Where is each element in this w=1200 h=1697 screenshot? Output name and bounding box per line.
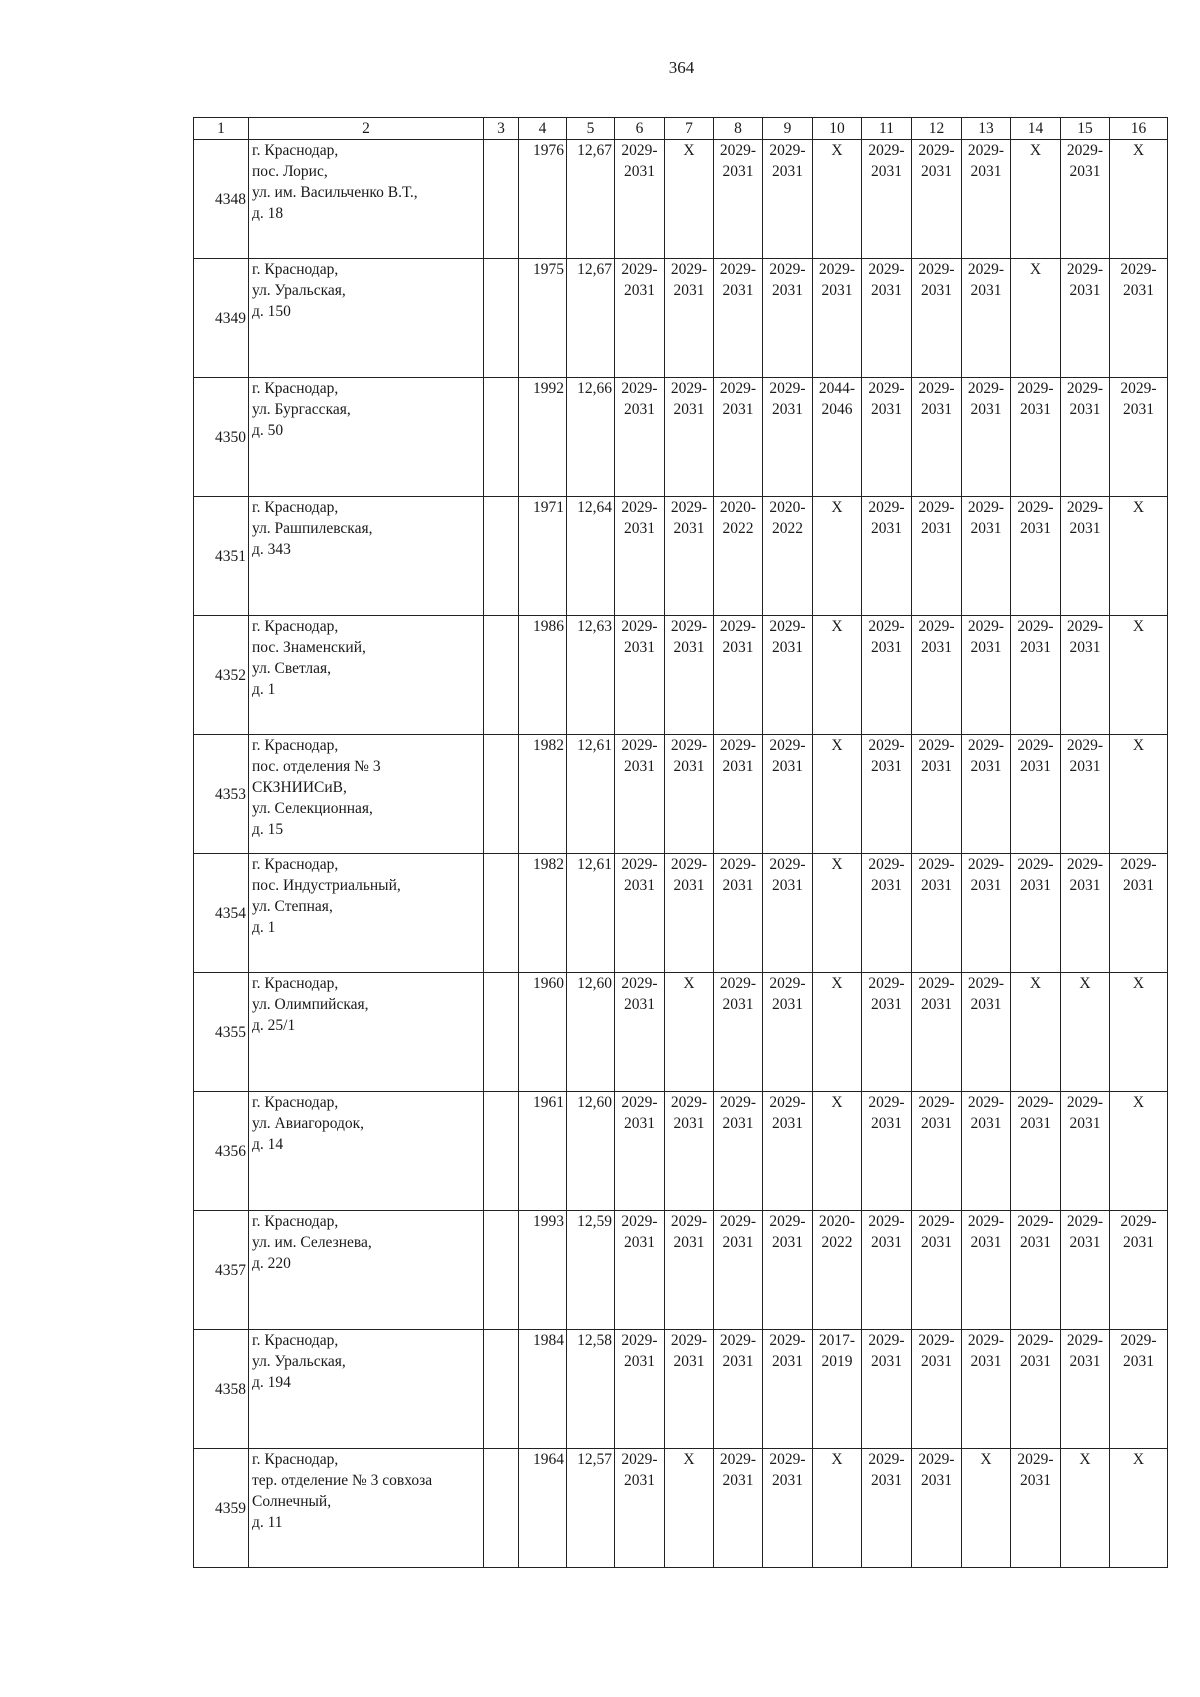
area-cell: 12,59: [567, 1211, 615, 1330]
year-cell: 1993: [519, 1211, 567, 1330]
period-cell: 2029- 2031: [962, 973, 1011, 1092]
period-cell: 2029- 2031: [862, 497, 912, 616]
column-3-cell: [484, 1092, 519, 1211]
period-cell: 2029- 2031: [763, 1449, 813, 1568]
period-cell: 2029- 2031: [912, 1092, 962, 1211]
period-cell: 2029- 2031: [862, 1449, 912, 1568]
period-cell: Х: [1110, 1092, 1168, 1211]
period-cell: 2029- 2031: [862, 259, 912, 378]
period-cell: 2020- 2022: [714, 497, 763, 616]
period-cell: 2029- 2031: [615, 973, 665, 1092]
column-header: 12: [912, 118, 962, 140]
period-cell: Х: [1110, 973, 1168, 1092]
period-cell: 2029- 2031: [763, 616, 813, 735]
buildings-table: [193, 117, 1168, 1568]
area-cell: 12,67: [567, 140, 615, 259]
period-cell: 2029- 2031: [1061, 854, 1110, 973]
row-number: 4351: [194, 497, 249, 616]
year-cell: 1984: [519, 1330, 567, 1449]
period-cell: 2029- 2031: [763, 259, 813, 378]
period-cell: Х: [665, 1449, 714, 1568]
period-cell: 2029- 2031: [714, 1330, 763, 1449]
period-cell: 2020- 2022: [813, 1211, 862, 1330]
table-row: [194, 1211, 1168, 1330]
period-cell: 2029- 2031: [1061, 497, 1110, 616]
period-cell: 2029- 2031: [962, 1092, 1011, 1211]
column-3-cell: [484, 140, 519, 259]
period-cell: 2029- 2031: [1110, 259, 1168, 378]
column-3-cell: [484, 1330, 519, 1449]
table-row: [194, 854, 1168, 973]
period-cell: 2029- 2031: [615, 735, 665, 854]
period-cell: 2029- 2031: [763, 854, 813, 973]
address-cell: г. Краснодар, ул. Рашпилевская, д. 343: [249, 497, 484, 616]
row-number: 4349: [194, 259, 249, 378]
period-cell: 2029- 2031: [862, 973, 912, 1092]
period-cell: 2029- 2031: [862, 140, 912, 259]
period-cell: 2029- 2031: [615, 1330, 665, 1449]
period-cell: 2029- 2031: [862, 616, 912, 735]
period-cell: Х: [1061, 1449, 1110, 1568]
area-cell: 12,57: [567, 1449, 615, 1568]
column-header: 10: [813, 118, 862, 140]
period-cell: 2029- 2031: [912, 854, 962, 973]
period-cell: Х: [1110, 497, 1168, 616]
period-cell: 2029- 2031: [1110, 1211, 1168, 1330]
period-cell: 2029- 2031: [1011, 1449, 1061, 1568]
period-cell: 2029- 2031: [714, 378, 763, 497]
period-cell: 2029- 2031: [1110, 378, 1168, 497]
row-number: 4352: [194, 616, 249, 735]
column-header: 15: [1061, 118, 1110, 140]
period-cell: 2029- 2031: [962, 1330, 1011, 1449]
year-cell: 1982: [519, 735, 567, 854]
area-cell: 12,60: [567, 1092, 615, 1211]
period-cell: 2029- 2031: [615, 378, 665, 497]
period-cell: 2029- 2031: [714, 1449, 763, 1568]
column-3-cell: [484, 497, 519, 616]
period-cell: 2029- 2031: [665, 497, 714, 616]
period-cell: 2029- 2031: [1061, 1211, 1110, 1330]
period-cell: 2029- 2031: [665, 1092, 714, 1211]
row-number: 4358: [194, 1330, 249, 1449]
period-cell: 2029- 2031: [912, 616, 962, 735]
row-number: 4359: [194, 1449, 249, 1568]
period-cell: 2029- 2031: [665, 1211, 714, 1330]
period-cell: 2029- 2031: [962, 140, 1011, 259]
period-cell: Х: [1011, 140, 1061, 259]
column-header: 5: [567, 118, 615, 140]
period-cell: 2029- 2031: [763, 140, 813, 259]
period-cell: 2029- 2031: [1061, 378, 1110, 497]
period-cell: 2029- 2031: [714, 973, 763, 1092]
year-cell: 1975: [519, 259, 567, 378]
period-cell: 2029- 2031: [962, 1211, 1011, 1330]
row-number: 4350: [194, 378, 249, 497]
period-cell: 2029- 2031: [714, 735, 763, 854]
period-cell: Х: [813, 973, 862, 1092]
column-header: 11: [862, 118, 912, 140]
column-header: 4: [519, 118, 567, 140]
period-cell: 2029- 2031: [1061, 1092, 1110, 1211]
period-cell: Х: [813, 140, 862, 259]
period-cell: 2029- 2031: [912, 973, 962, 1092]
period-cell: 2029- 2031: [763, 1092, 813, 1211]
area-cell: 12,61: [567, 854, 615, 973]
period-cell: 2029- 2031: [1011, 1092, 1061, 1211]
column-3-cell: [484, 259, 519, 378]
period-cell: 2029- 2031: [862, 1330, 912, 1449]
year-cell: 1960: [519, 973, 567, 1092]
address-cell: г. Краснодар, ул. Уральская, д. 194: [249, 1330, 484, 1449]
period-cell: 2029- 2031: [763, 973, 813, 1092]
table-row: [194, 1092, 1168, 1211]
period-cell: 2029- 2031: [615, 1449, 665, 1568]
period-cell: 2020- 2022: [763, 497, 813, 616]
period-cell: 2029- 2031: [1110, 854, 1168, 973]
period-cell: 2029- 2031: [1011, 616, 1061, 735]
period-cell: 2029- 2031: [714, 259, 763, 378]
period-cell: 2029- 2031: [962, 259, 1011, 378]
address-cell: г. Краснодар, пос. Лорис, ул. им. Васильченко В.Т., д. 18: [249, 140, 484, 259]
period-cell: 2029- 2031: [912, 735, 962, 854]
period-cell: 2029- 2031: [615, 497, 665, 616]
period-cell: 2029- 2031: [813, 259, 862, 378]
area-cell: 12,60: [567, 973, 615, 1092]
header-row: [194, 118, 1168, 140]
table-row: [194, 616, 1168, 735]
period-cell: 2029- 2031: [615, 140, 665, 259]
period-cell: Х: [665, 973, 714, 1092]
table-row: [194, 259, 1168, 378]
period-cell: Х: [813, 1092, 862, 1211]
year-cell: 1964: [519, 1449, 567, 1568]
area-cell: 12,66: [567, 378, 615, 497]
period-cell: 2029- 2031: [962, 616, 1011, 735]
row-number: 4348: [194, 140, 249, 259]
row-number: 4356: [194, 1092, 249, 1211]
table-row: [194, 735, 1168, 854]
area-cell: 12,61: [567, 735, 615, 854]
period-cell: Х: [813, 1449, 862, 1568]
row-number: 4353: [194, 735, 249, 854]
period-cell: 2029- 2031: [665, 616, 714, 735]
period-cell: 2029- 2031: [1011, 1330, 1061, 1449]
period-cell: 2029- 2031: [665, 1330, 714, 1449]
period-cell: Х: [813, 735, 862, 854]
column-3-cell: [484, 1211, 519, 1330]
area-cell: 12,58: [567, 1330, 615, 1449]
column-3-cell: [484, 616, 519, 735]
period-cell: 2029- 2031: [1011, 735, 1061, 854]
period-cell: 2029- 2031: [665, 259, 714, 378]
address-cell: г. Краснодар, пос. Индустриальный, ул. Степная, д. 1: [249, 854, 484, 973]
period-cell: 2029- 2031: [763, 735, 813, 854]
address-cell: г. Краснодар, ул. Уральская, д. 150: [249, 259, 484, 378]
period-cell: 2029- 2031: [1061, 616, 1110, 735]
table-row: [194, 378, 1168, 497]
period-cell: 2029- 2031: [962, 854, 1011, 973]
period-cell: 2029- 2031: [862, 1092, 912, 1211]
period-cell: 2029- 2031: [615, 616, 665, 735]
column-header: 1: [194, 118, 249, 140]
period-cell: Х: [1110, 735, 1168, 854]
year-cell: 1976: [519, 140, 567, 259]
column-3-cell: [484, 973, 519, 1092]
area-cell: 12,67: [567, 259, 615, 378]
period-cell: 2029- 2031: [763, 1330, 813, 1449]
column-header: 7: [665, 118, 714, 140]
period-cell: Х: [813, 616, 862, 735]
period-cell: 2029- 2031: [1011, 497, 1061, 616]
period-cell: 2029- 2031: [1061, 140, 1110, 259]
period-cell: Х: [1011, 973, 1061, 1092]
period-cell: Х: [1061, 973, 1110, 1092]
period-cell: 2029- 2031: [862, 1211, 912, 1330]
period-cell: Х: [962, 1449, 1011, 1568]
period-cell: 2029- 2031: [714, 1092, 763, 1211]
period-cell: 2029- 2031: [862, 735, 912, 854]
year-cell: 1986: [519, 616, 567, 735]
row-number: 4355: [194, 973, 249, 1092]
period-cell: 2029- 2031: [714, 854, 763, 973]
period-cell: 2029- 2031: [665, 735, 714, 854]
period-cell: 2029- 2031: [862, 378, 912, 497]
year-cell: 1961: [519, 1092, 567, 1211]
period-cell: Х: [1110, 1449, 1168, 1568]
period-cell: 2029- 2031: [912, 1449, 962, 1568]
row-number: 4357: [194, 1211, 249, 1330]
period-cell: 2029- 2031: [912, 497, 962, 616]
year-cell: 1992: [519, 378, 567, 497]
period-cell: 2029- 2031: [763, 1211, 813, 1330]
period-cell: 2029- 2031: [1061, 1330, 1110, 1449]
column-3-cell: [484, 735, 519, 854]
period-cell: 2029- 2031: [862, 854, 912, 973]
table-row: [194, 140, 1168, 259]
address-cell: г. Краснодар, пос. отделения № 3 СКЗНИИСиВ, ул. Селекционная, д. 15: [249, 735, 484, 854]
period-cell: 2017- 2019: [813, 1330, 862, 1449]
area-cell: 12,63: [567, 616, 615, 735]
row-number: 4354: [194, 854, 249, 973]
year-cell: 1982: [519, 854, 567, 973]
period-cell: 2029- 2031: [1011, 1211, 1061, 1330]
address-cell: г. Краснодар, ул. Бургасская, д. 50: [249, 378, 484, 497]
period-cell: 2029- 2031: [615, 854, 665, 973]
period-cell: 2029- 2031: [615, 1211, 665, 1330]
period-cell: Х: [813, 497, 862, 616]
period-cell: 2029- 2031: [912, 259, 962, 378]
column-header: 9: [763, 118, 813, 140]
period-cell: 2029- 2031: [1061, 735, 1110, 854]
period-cell: 2029- 2031: [1011, 854, 1061, 973]
page-number: 364: [668, 58, 695, 77]
address-cell: г. Краснодар, ул. Олимпийская, д. 25/1: [249, 973, 484, 1092]
address-cell: г. Краснодар, тер. отделение № 3 совхоза Солнечный, д. 11: [249, 1449, 484, 1568]
address-cell: г. Краснодар, пос. Знаменский, ул. Светлая, д. 1: [249, 616, 484, 735]
column-header: 8: [714, 118, 763, 140]
column-header: 6: [615, 118, 665, 140]
period-cell: 2029- 2031: [912, 140, 962, 259]
column-3-cell: [484, 854, 519, 973]
column-3-cell: [484, 378, 519, 497]
period-cell: 2029- 2031: [665, 378, 714, 497]
period-cell: 2029- 2031: [714, 1211, 763, 1330]
period-cell: 2029- 2031: [615, 1092, 665, 1211]
period-cell: 2029- 2031: [962, 735, 1011, 854]
period-cell: 2029- 2031: [763, 378, 813, 497]
table-row: [194, 497, 1168, 616]
period-cell: 2029- 2031: [912, 378, 962, 497]
period-cell: 2029- 2031: [962, 497, 1011, 616]
period-cell: 2044- 2046: [813, 378, 862, 497]
period-cell: Х: [1110, 140, 1168, 259]
table-row: [194, 1449, 1168, 1568]
period-cell: 2029- 2031: [1061, 259, 1110, 378]
table-row: [194, 973, 1168, 1092]
period-cell: 2029- 2031: [1011, 378, 1061, 497]
period-cell: 2029- 2031: [714, 616, 763, 735]
column-header: 14: [1011, 118, 1061, 140]
address-cell: г. Краснодар, ул. им. Селезнева, д. 220: [249, 1211, 484, 1330]
column-header: 13: [962, 118, 1011, 140]
period-cell: 2029- 2031: [962, 378, 1011, 497]
period-cell: Х: [665, 140, 714, 259]
address-cell: г. Краснодар, ул. Авиагородок, д. 14: [249, 1092, 484, 1211]
column-3-cell: [484, 1449, 519, 1568]
table-row: [194, 1330, 1168, 1449]
period-cell: 2029- 2031: [714, 140, 763, 259]
period-cell: 2029- 2031: [912, 1211, 962, 1330]
period-cell: 2029- 2031: [665, 854, 714, 973]
column-header: 2: [249, 118, 484, 140]
area-cell: 12,64: [567, 497, 615, 616]
column-header: 16: [1110, 118, 1168, 140]
period-cell: Х: [813, 854, 862, 973]
period-cell: 2029- 2031: [912, 1330, 962, 1449]
year-cell: 1971: [519, 497, 567, 616]
period-cell: 2029- 2031: [615, 259, 665, 378]
period-cell: Х: [1011, 259, 1061, 378]
period-cell: Х: [1110, 616, 1168, 735]
period-cell: 2029- 2031: [1110, 1330, 1168, 1449]
column-header: 3: [484, 118, 519, 140]
